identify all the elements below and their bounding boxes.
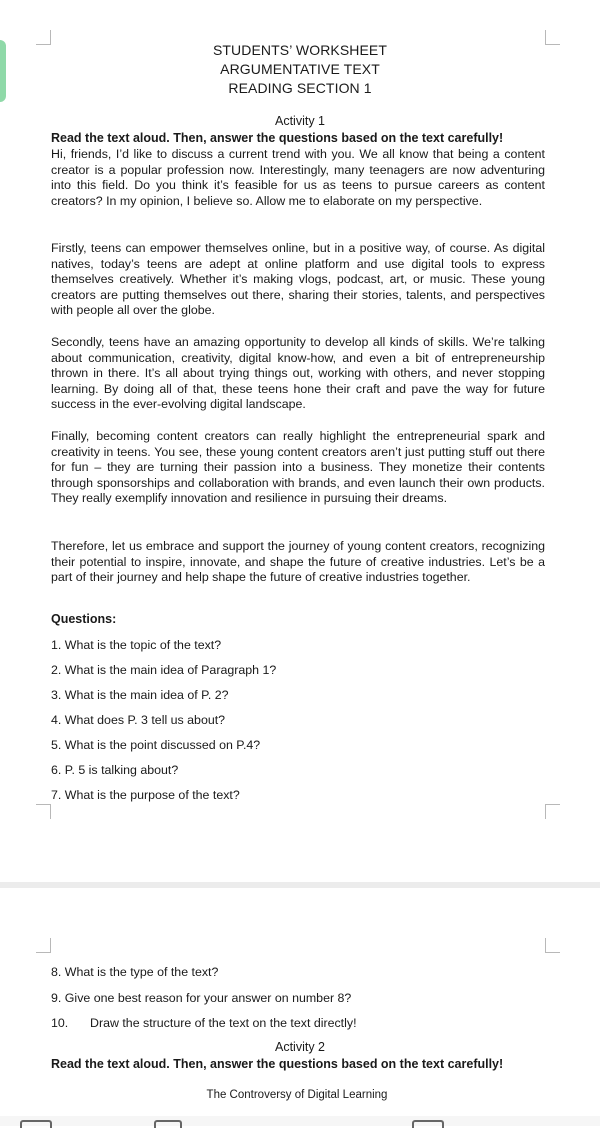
paragraph-4: Finally, becoming content creators can really highlight the entrepreneurial spark and creativity in teens. You see, these young content creators aren’t just putting stuff out there for fun – they are turning their passion into a business. They monetize their contents through sponsorships and collaboration with brands, and even launch their own products. They really exemplify innovation and resilience in pursuing their dreams. [51,429,545,506]
bottom-toolbar [0,1116,600,1126]
text-title: The Controversy of Digital Learning [206,1089,388,1101]
activity-2-instruction: Read the text aloud. Then, answer the questions based on the text carefully! [51,1057,504,1071]
question-item: 4. What does P. 3 tell us about? [51,713,226,727]
grid-view-icon[interactable] [20,1120,52,1128]
questions-heading: Questions: [51,612,117,626]
activity-1-instruction: Read the text aloud. Then, answer the questions based on the text carefully! [51,131,504,145]
margin-corner-bottom-right [545,804,560,819]
thumbnail-icon[interactable] [154,1120,182,1128]
margin-corner-bottom-left [36,804,51,819]
worksheet-subtitle: ARGUMENTATIVE TEXT [220,61,380,77]
worksheet-section: READING SECTION 1 [228,80,372,96]
document-page-2 [0,888,600,1126]
worksheet-title: STUDENTS’ WORKSHEET [212,42,388,58]
tabs-icon[interactable] [412,1120,444,1128]
question-item: 1. What is the topic of the text? [51,638,222,652]
activity-2-heading: Activity 2 [274,1040,325,1054]
question-item: 6. P. 5 is talking about? [51,763,179,777]
paragraph-2: Firstly, teens can empower themselves online, but in a positive way, of course. As digital natives, today’s teens are adept at online platform and use digital tools to express themselves creatively. Whether it’s making vlogs, podcast, art, or music. These young creators are putting themselves out there, sharing their stories, talents, and perspectives with people all over the globe. [51,241,545,318]
activity-1-heading: Activity 1 [274,114,325,128]
question-item: 9. Give one best reason for your answer on number 8? [51,991,352,1005]
question-item: 7. What is the purpose of the text? [51,788,240,802]
margin-corner-top-left [36,938,51,953]
question-item: 10. Draw the structure of the text on the text directly! [51,1016,357,1030]
paragraph-1: Hi, friends, I’d like to discuss a current trend with you. We all know that being a content creator is a popular profession now. Interestingly, many teenagers are now adventuring into this field. Do you think it’s feasible for us as teens to pursue careers as content creators? In my opinion, I believe so. Allow me to elaborate on my perspective. [51,147,545,208]
question-item: 2. What is the main idea of Paragraph 1? [51,663,277,677]
question-item: 8. What is the type of the text? [51,965,219,979]
question-item: 3. What is the main idea of P. 2? [51,688,229,702]
margin-corner-top-right [545,938,560,953]
question-item: 5. What is the point discussed on P.4? [51,738,261,752]
paragraph-3: Secondly, teens have an amazing opportunity to develop all kinds of skills. We’re talking about communication, creativity, digital know-how, and even a bit of entrepreneurship thrown in there. It’s all about trying things out, working with others, and never stopping learning. By doing all of that, these teens hone their craft and pave the way for future success in the ever-evolving digital landscape. [51,335,545,412]
paragraph-5: Therefore, let us embrace and support the journey of young content creators, recognizing their potential to inspire, innovate, and shape the future of creative industries. Let’s be a part of their journey and help shape the future of creative industries together. [51,539,545,585]
